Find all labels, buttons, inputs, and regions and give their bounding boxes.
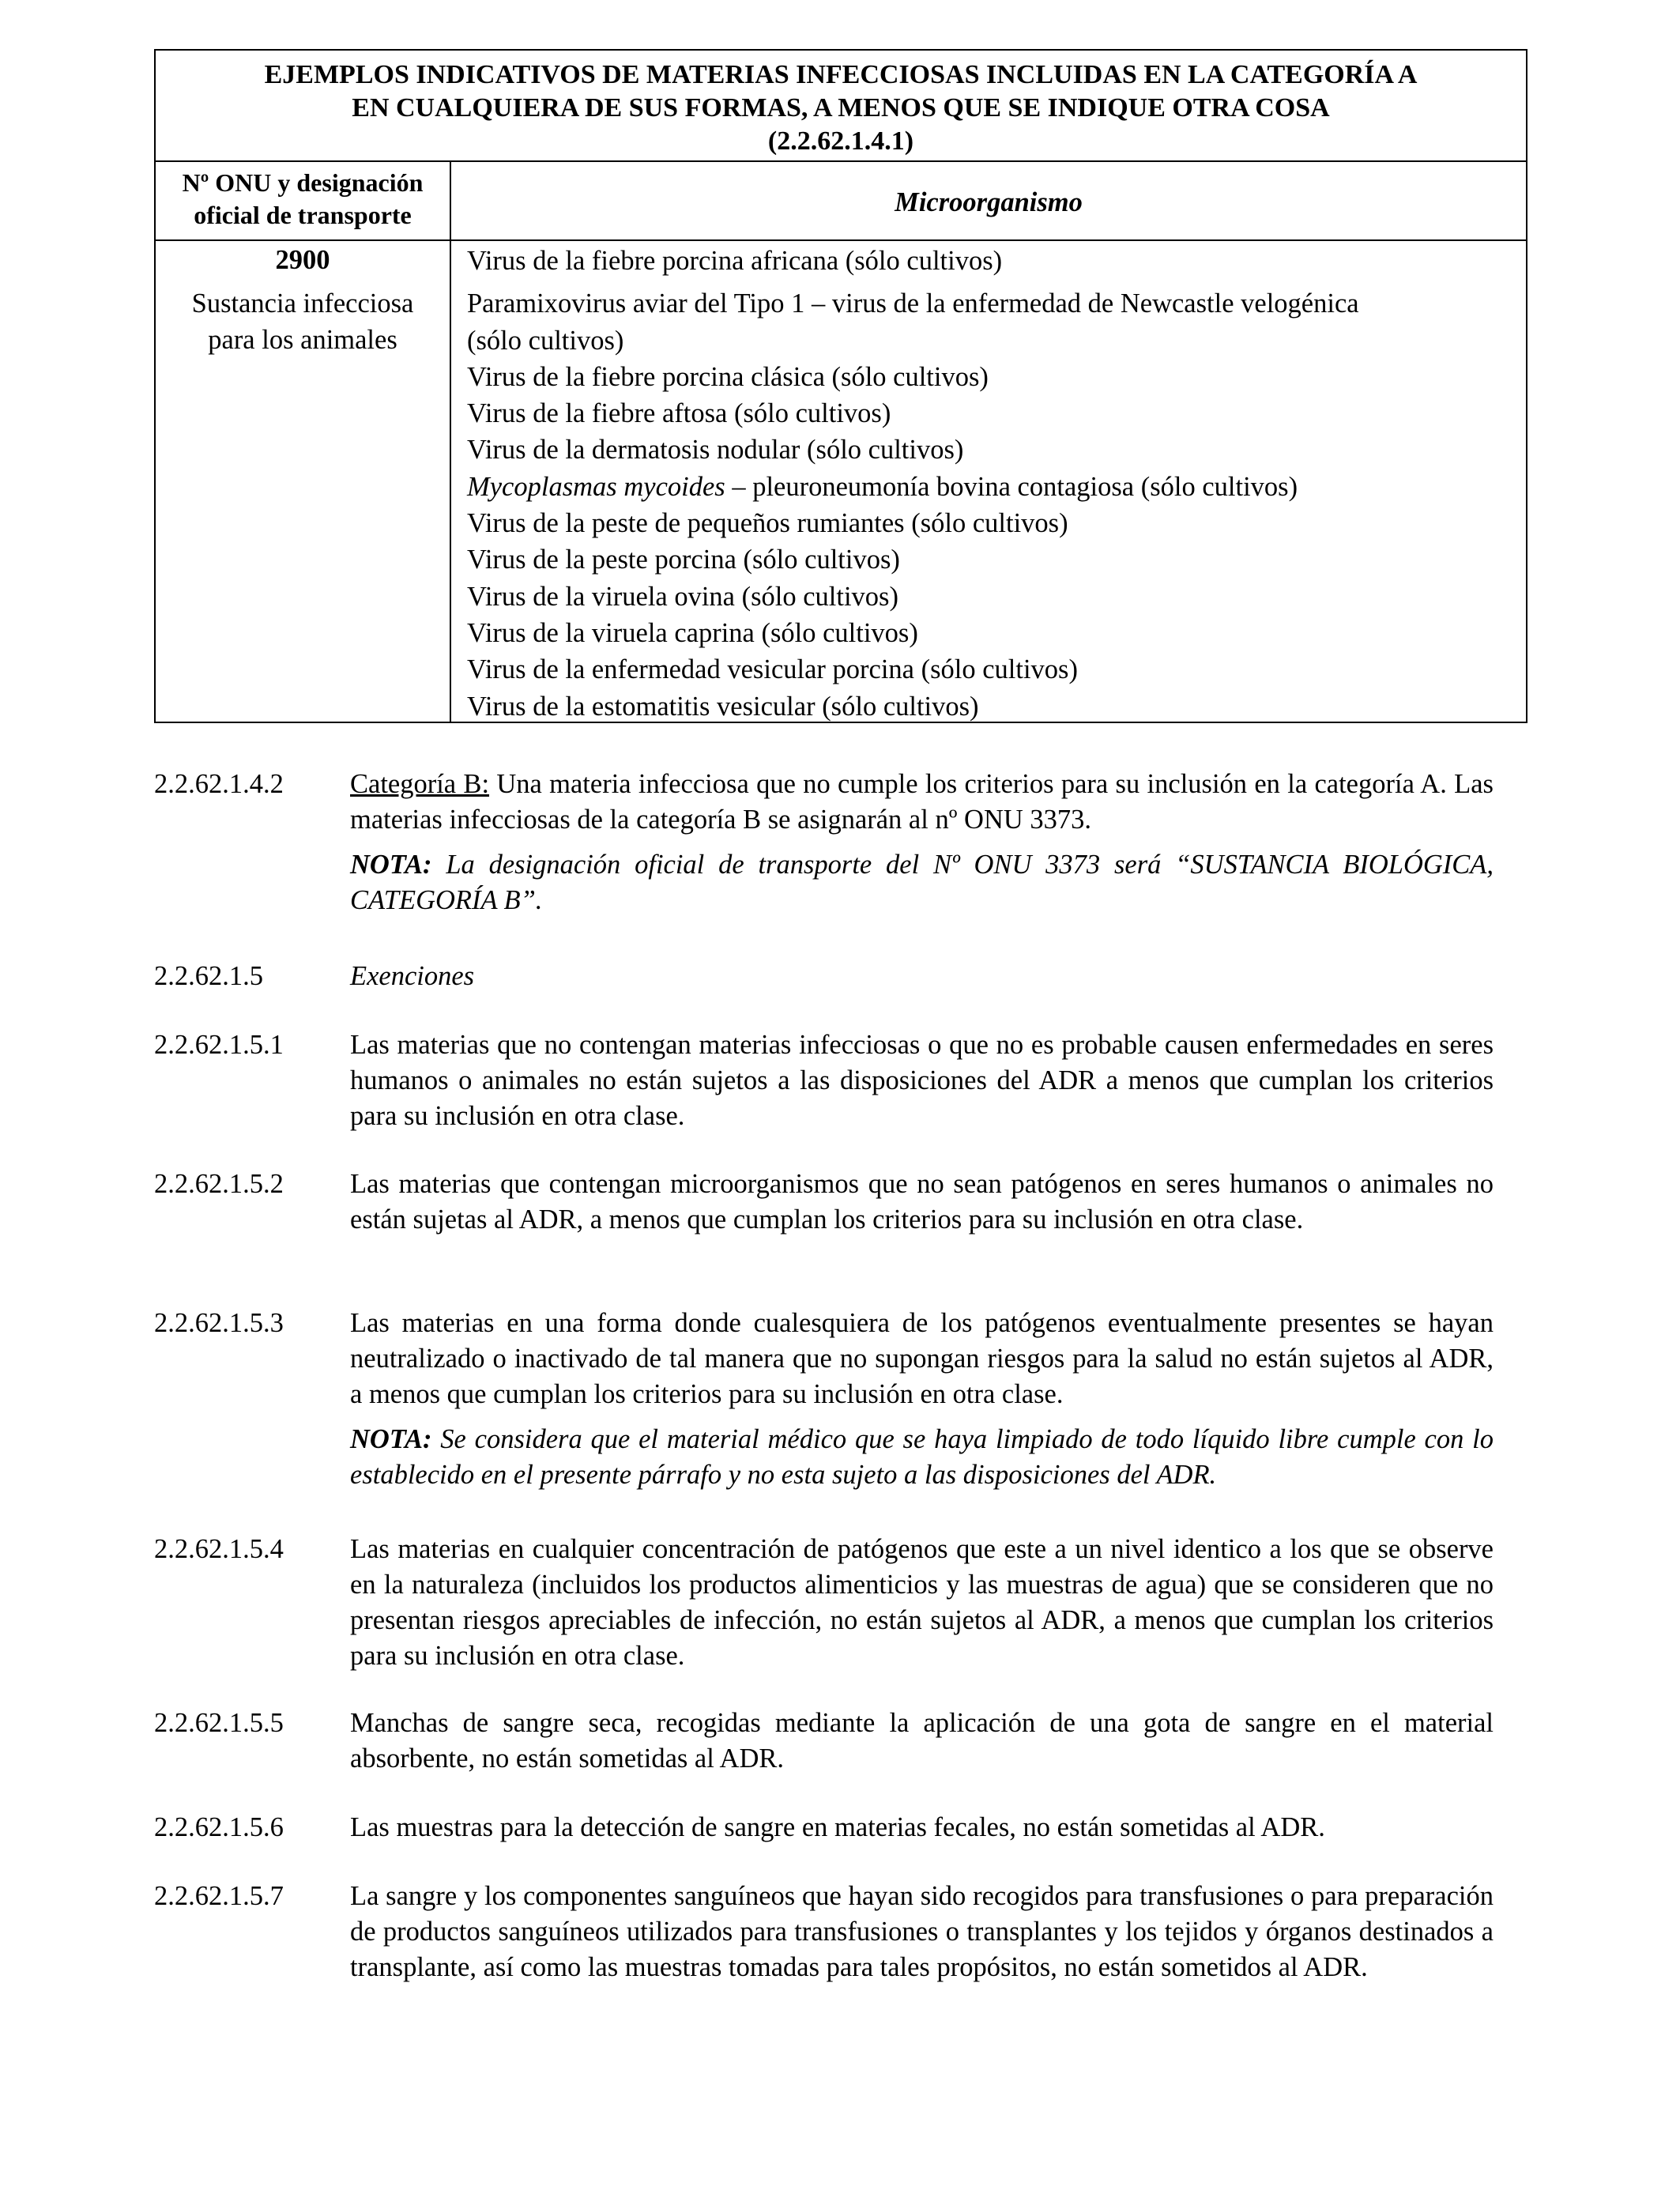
section-number: 2.2.62.1.5.7 bbox=[154, 1881, 284, 1911]
section-text: Las materias que no contengan materias infecciosas o que no es probable causen enfermedades en seres humanos o animales no están sujetos a las disposiciones del ADR a menos que cumplan los criterios para su inclusión en otra clase. bbox=[350, 1030, 1494, 1131]
un-designation-line: Sustancia infecciosa bbox=[191, 288, 414, 319]
section-number: 2.2.62.1.5 bbox=[154, 961, 263, 991]
section-2-2-62-1-5-4 bbox=[154, 1532, 1494, 1674]
note: NOTA: La designación oficial de transporte del Nº ONU 3373 será “SUSTANCIA BIOLÓGICA, CATEGORÍA B”. bbox=[350, 850, 1494, 915]
section-2-2-62-1-5-5 bbox=[154, 1706, 1494, 1777]
table-title-line: (2.2.62.1.4.1) bbox=[767, 126, 914, 156]
section-2-2-62-1-5-6 bbox=[154, 1810, 1494, 1845]
note-label: NOTA: bbox=[350, 850, 432, 880]
note-label: NOTA: bbox=[350, 1424, 432, 1454]
section-2-2-62-1-5-3 bbox=[154, 1306, 1494, 1493]
microorganism-item: Virus de la fiebre porcina africana (sólo cultivos) bbox=[467, 246, 1003, 276]
header-line: Nº ONU y designación bbox=[182, 168, 424, 197]
section-text: Categoría B: Una materia infecciosa que no cumple los criterios para su inclusión en la categoría A. Las materias infecciosas de la categoría B se asignarán al nº ONU 3373. bbox=[350, 769, 1494, 835]
mycoplasma-name: Mycoplasmas mycoides bbox=[467, 471, 725, 502]
section-number: 2.2.62.1.5.3 bbox=[154, 1308, 284, 1338]
section-title: Exenciones bbox=[350, 961, 475, 991]
section-text: La sangre y los componentes sanguíneos que hayan sido recogidos para transfusiones o para preparación de productos sanguíneos utilizados para transfusiones o transplantes y los tejidos y órganos destinados a transplante, así como las muestras tomadas para tales propósitos, no están sometidos al ADR. bbox=[350, 1881, 1494, 1982]
microorganism-item: Virus de la fiebre aftosa (sólo cultivos) bbox=[467, 398, 891, 429]
header-microorganism: Microorganismo bbox=[895, 187, 1083, 217]
category-b-label: Categoría B: bbox=[350, 769, 490, 799]
microorganism-item: Virus de la fiebre porcina clásica (sólo cultivos) bbox=[467, 361, 989, 392]
section-number: 2.2.62.1.5.6 bbox=[154, 1812, 284, 1842]
mycoplasma-desc: pleuroneumonía bovina contagiosa (sólo cultivos) bbox=[752, 471, 1298, 502]
category-a-table bbox=[154, 49, 1527, 723]
microorganism-item: Virus de la viruela caprina (sólo cultivos) bbox=[467, 617, 918, 648]
microorganism-item bbox=[467, 469, 1526, 505]
section-number: 2.2.62.1.5.2 bbox=[154, 1169, 284, 1199]
header-un-designation bbox=[156, 162, 451, 239]
microorganism-item: Virus de la enfermedad vesicular porcina (sólo cultivos) bbox=[467, 654, 1078, 685]
section-number: 2.2.62.1.5.4 bbox=[154, 1534, 284, 1564]
section-text: Manchas de sangre seca, recogidas mediante la aplicación de una gota de sangre en el material absorbente, no están sometidas al ADR. bbox=[350, 1708, 1494, 1774]
section-2-2-62-1-5-1 bbox=[154, 1027, 1494, 1134]
section-2-2-62-1-5-2 bbox=[154, 1167, 1494, 1238]
microorganism-item: Virus de la estomatitis vesicular (sólo cultivos) bbox=[467, 691, 979, 722]
microorganism-cell bbox=[451, 241, 1526, 722]
table-title-line: EN CUALQUIERA DE SUS FORMAS, A MENOS QUE SE INDIQUE OTRA COSA bbox=[352, 93, 1330, 123]
microorganism-item: (sólo cultivos) bbox=[467, 325, 624, 356]
microorganism-item: Virus de la dermatosis nodular (sólo cultivos) bbox=[467, 435, 964, 466]
dash: – bbox=[725, 471, 753, 502]
section-text: Las materias en cualquier concentración de patógenos que este a un nivel identico a los que se observe en la naturaleza (incluidos los productos alimenticios y las muestras de agua) que se consideren que no presentan riesgos apreciables de infección, no están sujetos al ADR, a menos que cumplan los criterios para su inclusión en otra clase. bbox=[350, 1534, 1494, 1671]
section-number: 2.2.62.1.5.5 bbox=[154, 1708, 284, 1738]
section-2-2-62-1-5-7 bbox=[154, 1879, 1494, 1985]
table-header-row bbox=[156, 162, 1526, 241]
section-text: Las materias que contengan microorganismos que no sean patógenos en seres humanos o animales no están sujetas al ADR, a menos que cumplan los criterios para su inclusión en otra clase. bbox=[350, 1169, 1494, 1235]
un-number: 2900 bbox=[275, 245, 330, 275]
table-title-line: EJEMPLOS INDICATIVOS DE MATERIAS INFECCIOSAS INCLUIDAS EN LA CATEGORÍA A bbox=[264, 60, 1418, 89]
section-number: 2.2.62.1.4.2 bbox=[154, 769, 284, 799]
header-line: oficial de transporte bbox=[194, 201, 412, 229]
section-number: 2.2.62.1.5.1 bbox=[154, 1030, 284, 1060]
microorganism-item: Virus de la peste de pequeños rumiantes (sólo cultivos) bbox=[467, 508, 1068, 539]
table-title bbox=[156, 51, 1526, 162]
note: NOTA: Se considera que el material médico que se haya limpiado de todo líquido libre cumple con lo establecido en el presente párrafo y no esta sujeto a las disposiciones del ADR. bbox=[350, 1424, 1494, 1490]
un-designation-line: para los animales bbox=[208, 325, 397, 355]
table-row bbox=[156, 241, 1526, 722]
microorganism-item: Virus de la viruela ovina (sólo cultivos) bbox=[467, 581, 898, 612]
section-2-2-62-1-4-2 bbox=[154, 767, 1494, 918]
section-2-2-62-1-5 bbox=[154, 959, 1494, 994]
un-cell bbox=[156, 241, 451, 722]
microorganism-item: Virus de la peste porcina (sólo cultivos) bbox=[467, 545, 900, 575]
section-text: Las muestras para la detección de sangre en materias fecales, no están sometidas al ADR. bbox=[350, 1812, 1325, 1842]
microorganism-item: Paramixovirus aviar del Tipo 1 – virus de la enfermedad de Newcastle velogénica bbox=[467, 288, 1359, 319]
section-text: Las materias en una forma donde cualesquiera de los patógenos eventualmente presentes se hayan neutralizado o inactivado de tal manera que no supongan riesgos para la salud no están sujetos al ADR, a menos que cumplan los criterios para su inclusión en otra clase. bbox=[350, 1308, 1494, 1409]
